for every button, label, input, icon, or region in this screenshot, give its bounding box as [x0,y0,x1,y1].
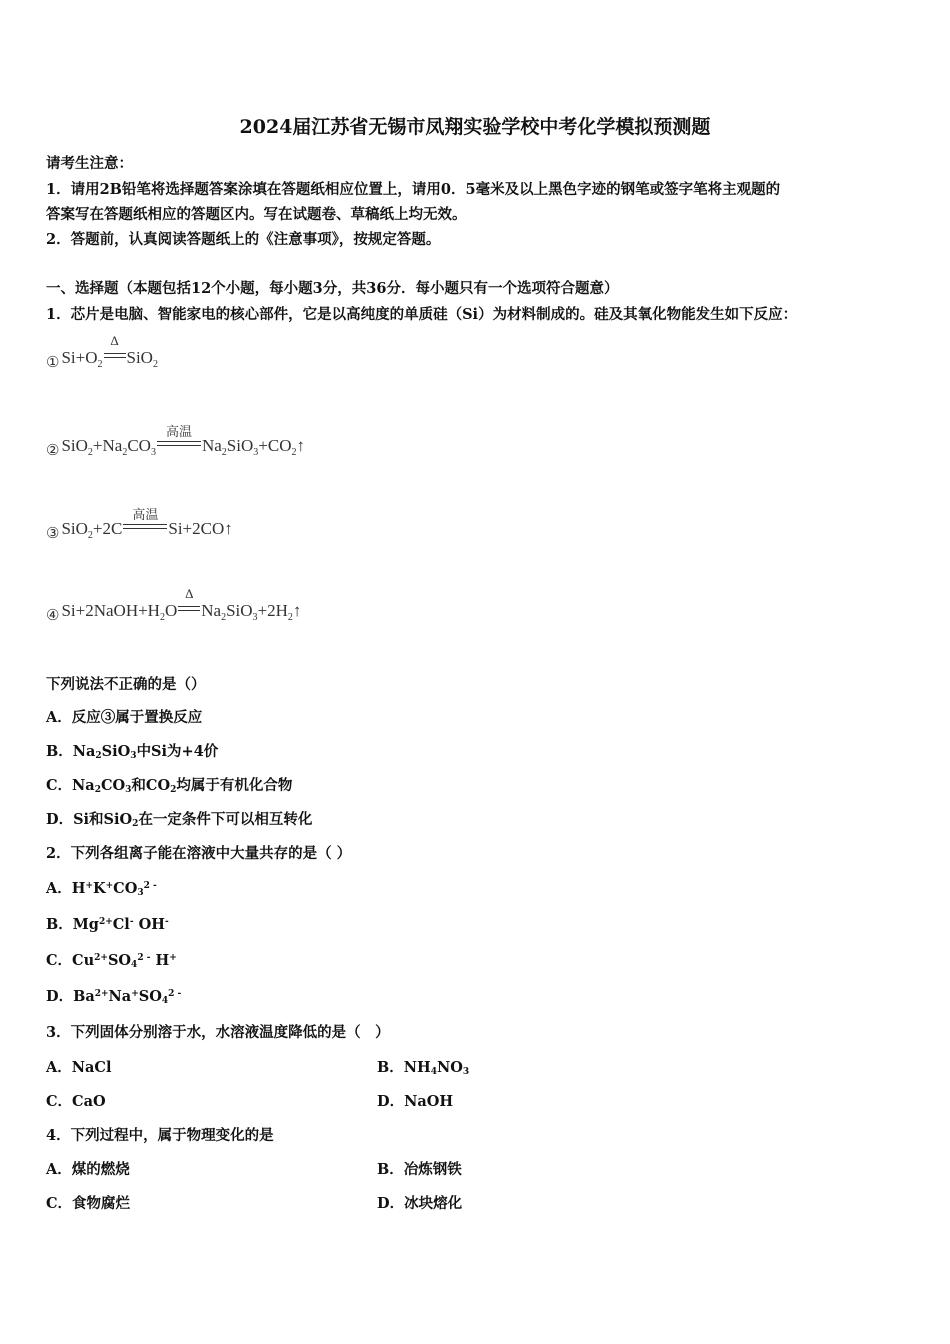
page-title: 2024届江苏省无锡市凤翔实验学校中考化学模拟预测题 [239,116,711,138]
q1-option-c: C．$Na_2CO_3$和$CO_2$均属于有机化合物 [46,777,293,795]
q2-option-b: B．$Mg^{2+}Cl^-$ OH- [46,916,169,933]
q3-option-c: C．CaO [46,1093,106,1110]
equation-number: ④ [46,608,60,624]
q1-option-b: B．$Na_2SiO_3$中Si为+4价 [46,743,219,761]
equation-number: ① [46,355,60,371]
reaction-condition: Δ [104,349,126,361]
reaction-condition: 高温 [123,520,167,532]
q3-stem: 3．下列固体分别溶于水，水溶液温度降低的是（ ） [46,1024,390,1041]
notice-line-2: 2．答题前，认真阅读答题纸上的《注意事项》，按规定答题。 [46,231,441,248]
q3-option-a: A．NaCl [46,1059,112,1076]
q2-option-c: C．$Cu^{2+}SO_4^{2 -}$ H+ [46,952,177,970]
q3-option-d: D．NaOH [377,1093,454,1110]
equation-number: ③ [46,526,60,542]
q1-question: 下列说法不正确的是（） [46,676,206,693]
equation-1: ① $Si+O_2$ Δ SiO$_2$ [46,333,158,371]
q1-stem: 1．芯片是电脑、智能家电的核心部件，它是以高纯度的单质硅（Si）为材料制成的。硅及其氧化物能发生如下反应： [46,306,798,323]
q1-option-d: D．Si和SiO$_2$在一定条件下可以相互转化 [46,811,313,829]
notice-heading: 请考生注意： [46,155,133,172]
q4-option-b: B．冶炼钢铁 [377,1161,462,1178]
section-heading: 一、选择题（本题包括12个小题，每小题3分，共36分．每小题只有一个选项符合题意） [46,280,619,297]
notice-line-1a: 1．请用2B铅笔将选择题答案涂填在答题纸相应位置上，请用0．5毫米及以上黑色字迹的钢笔或签字笔将主观题的 [46,181,781,198]
q1-option-a: A．反应③属于置换反应 [46,709,203,726]
q4-option-c: C．食物腐烂 [46,1195,131,1212]
q3-option-b: B．$NH_4NO_3$ [377,1059,470,1077]
notice-line-1b: 答案写在答题纸相应的答题区内。写在试题卷、草稿纸上均无效。 [46,206,467,223]
reaction-condition: 高温 [157,437,201,449]
equation-3: ③ SiO$_2$+2C 高温 Si+2CO↑ [46,507,233,542]
equation-2: ② $SiO_2+Na_2CO_3$ 高温 $Na_2SiO_3+CO_2↑$ [46,424,305,459]
q2-option-a: A．$H^+K^+CO_3^{2 -}$ [46,880,157,898]
reaction-condition: Δ [178,602,200,614]
q4-stem: 4．下列过程中，属于物理变化的是 [46,1127,274,1144]
q4-option-d: D．冰块熔化 [377,1195,463,1212]
q2-stem: 2．下列各组离子能在溶液中大量共存的是（ ） [46,845,352,862]
q2-option-d: D．$Ba^{2+}Na^+SO_4^{2 -}$ [46,988,182,1006]
equation-number: ② [46,443,60,459]
q4-option-a: A．煤的燃烧 [46,1161,130,1178]
equation-4: ④ $Si+2NaOH+H_2O$ Δ $Na_2SiO_3+2H_2↑$ [46,586,302,624]
